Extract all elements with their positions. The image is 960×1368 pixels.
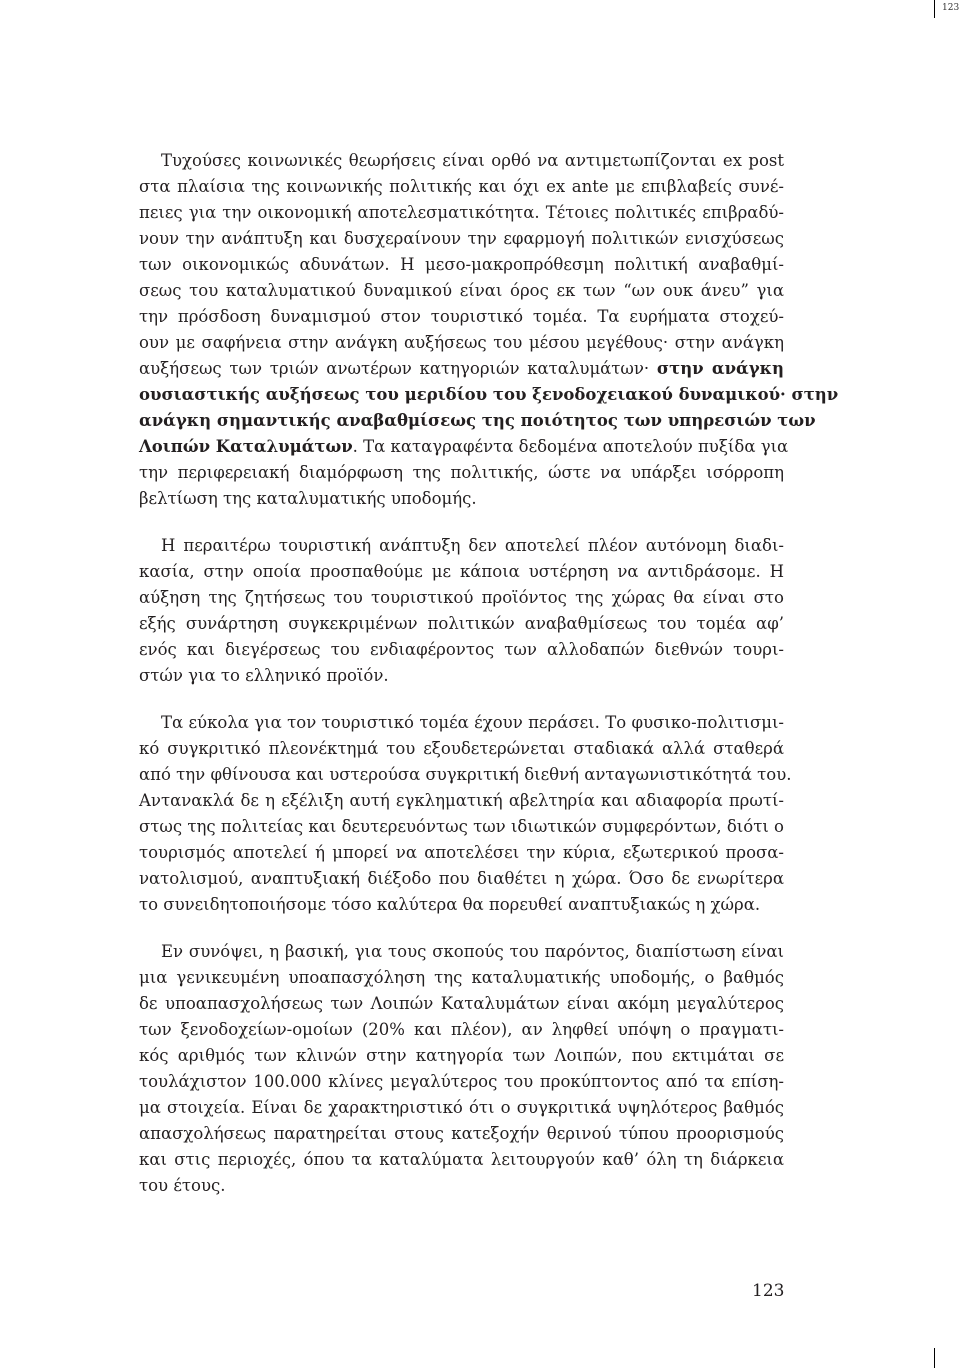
text-line	[139, 1121, 784, 1147]
text-line	[139, 356, 784, 382]
text-line	[139, 814, 784, 840]
paragraph	[139, 148, 839, 512]
text-run: και στις περιοχές, όπου τα καταλύματα λειτουργούν καθ’ όλη τη διάρκεια	[139, 1150, 784, 1169]
text-line	[139, 762, 792, 788]
text-line	[139, 1017, 784, 1043]
text-line	[139, 965, 784, 991]
text-run: βελτίωση της καταλυματικής υποδομής.	[139, 489, 477, 508]
text-run: κός αριθμός των κλινών στην κατηγορία των Λοιπών, που εκτιμάται σε	[139, 1046, 784, 1065]
text-line	[139, 1147, 784, 1173]
text-run: πειες για την οικονομική αποτελεσματικότητα. Τέτοιες πολιτικές επιβραδύ-	[139, 203, 784, 222]
text-line	[139, 1173, 784, 1199]
page-number: 123	[752, 1281, 785, 1301]
text-line	[139, 533, 784, 559]
text-line	[139, 382, 839, 408]
text-line	[139, 559, 784, 585]
text-run: απασχολήσεως παρατηρείται στους κατεξοχήν θερινού τύπου προορισμούς	[139, 1124, 784, 1143]
text-line	[139, 226, 784, 252]
text-run: αύξηση της ζητήσεως του τουριστικού προϊόντος της χώρας θα είναι στο	[139, 588, 784, 607]
text-line	[139, 663, 784, 689]
text-line	[139, 585, 784, 611]
text-run: Η περαιτέρω τουριστική ανάπτυξη δεν αποτελεί πλέον αυτόνομη διαδι-	[161, 536, 784, 555]
text-run: Τα εύκολα για τον τουριστικό τομέα έχουν περάσει. Το φυσικο-πολιτισμι-	[161, 713, 784, 732]
corner-page-number: 123	[942, 3, 960, 13]
text-run: μια γενικευμένη υποαπασχόληση της καταλυματικής υποδομής, ο βαθμός	[139, 968, 784, 987]
text-line	[139, 840, 784, 866]
text-line	[139, 637, 784, 663]
text-run: δε υποαπασχολήσεως των Λοιπών Καταλυμάτων είναι ακόμη μεγαλύτερος	[139, 994, 784, 1013]
text-run: νατολισμού, αναπτυξιακή διέξοδο που διαθέτει η χώρα. Όσο δε ενωρίτερα	[139, 869, 784, 888]
text-line	[139, 200, 784, 226]
paragraph	[139, 710, 792, 918]
paragraph	[139, 939, 784, 1199]
text-line	[139, 304, 784, 330]
text-line	[139, 460, 784, 486]
text-run: από την φθίνουσα και υστερούσα συγκριτική διεθνή ανταγωνιστικότητά του.	[139, 765, 792, 784]
text-run: κασία, στην οποία προσπαθούμε με κάποια υστέρηση να αντιδράσομε. Η	[139, 562, 784, 581]
text-line	[139, 408, 816, 434]
text-line	[139, 174, 784, 200]
text-line	[139, 611, 784, 637]
text-line	[139, 1043, 784, 1069]
text-line	[139, 710, 784, 736]
paragraph	[139, 533, 784, 689]
text-run: το συνειδητοποιήσομε τόσο καλύτερα θα πορευθεί αναπτυξιακώς η χώρα.	[139, 895, 761, 914]
text-run: την πρόσδοση δυναμισμού στον τουριστικό τομέα. Τα ευρήματα στοχεύ-	[139, 307, 784, 326]
text-line	[139, 939, 784, 965]
text-run: κό συγκριτικό πλεονέκτημά του εξουδετερώνεται σταδιακά αλλά σταθερά	[139, 739, 784, 758]
text-line	[139, 736, 784, 762]
text-run: στών για το ελληνικό προϊόν.	[139, 666, 389, 685]
bold-text: στην ανάγκη	[656, 359, 784, 378]
bold-text: ουσιαστικής αυξήσεως του μεριδίου του ξενοδοχειακού δυναμικού· στην	[139, 385, 839, 404]
text-run: ουν με σαφήνεια στην ανάγκη αυξήσεως του μέσου μεγέθους· στην ανάγκη	[139, 333, 784, 352]
body-text	[139, 148, 839, 1220]
text-line	[139, 148, 784, 174]
text-line	[139, 1095, 784, 1121]
text-run: Εν συνόψει, η βασική, για τους σκοπούς του παρόντος, διαπίστωση είναι	[161, 942, 784, 961]
text-run: των οικονομικώς αδυνάτων. Η μεσο-μακροπρόθεσμη πολιτική αναβαθμί-	[139, 255, 784, 274]
text-run: την περιφερειακή διαμόρφωση της πολιτικής, ώστε να υπάρξει ισόρροπη	[139, 463, 784, 482]
bold-text: Λοιπών Καταλυμάτων	[139, 437, 353, 456]
text-run: νουν την ανάπτυξη και δυσχεραίνουν την εφαρμογή πολιτικών ενισχύσεως	[139, 229, 784, 248]
text-line	[139, 991, 784, 1017]
text-run: στα πλαίσια της κοινωνικής πολιτικής και όχι ex ante με επιβλαβείς συνέ-	[139, 177, 784, 196]
crop-mark-bottom-vertical	[934, 1348, 935, 1368]
text-run: τουλάχιστον 100.000 κλίνες μεγαλύτερος του προκύπτοντος από τα επίση-	[139, 1072, 784, 1091]
text-line	[139, 788, 784, 814]
text-line	[139, 330, 784, 356]
text-line	[139, 892, 784, 918]
text-line	[139, 1069, 784, 1095]
text-line	[139, 866, 784, 892]
text-run: αυξήσεως των τριών ανωτέρων κατηγοριών καταλυμάτων·	[139, 359, 657, 378]
bold-text: ανάγκη σημαντικής αναβαθμίσεως της ποιότητος των υπηρεσιών των	[139, 411, 816, 430]
text-line	[139, 486, 784, 512]
text-line	[139, 252, 784, 278]
text-run: . Τα καταγραφέντα δεδομένα αποτελούν πυξίδα για	[352, 437, 789, 456]
text-run: του έτους.	[139, 1176, 226, 1195]
text-run: Αντανακλά δε η εξέλιξη αυτή εγκληματική αβελτηρία και αδιαφορία πρωτί-	[139, 791, 784, 810]
text-run: τουρισμός αποτελεί ή μπορεί να αποτελέσει την κύρια, εξωτερικού προσα-	[139, 843, 784, 862]
text-run: ενός και διεγέρσεως του ενδιαφέροντος των αλλοδαπών διεθνών τουρι-	[139, 640, 784, 659]
text-run: σεως του καταλυματικού δυναμικού είναι όρος εκ των “ων ουκ άνευ” για	[139, 281, 784, 300]
text-line	[139, 434, 789, 460]
text-run: των ξενοδοχείων-ομοίων (20% και πλέον), αν ληφθεί υπόψη ο πραγματι-	[139, 1020, 784, 1039]
text-run: εξής συνάρτηση συγκεκριμένων πολιτικών αναβαθμίσεως του τομέα αφ’	[139, 614, 784, 633]
text-run: στως της πολιτείας και δευτερευόντως των ιδιωτικών συμφερόντων, διότι ο	[139, 817, 784, 836]
text-run: Τυχούσες κοινωνικές θεωρήσεις είναι ορθό να αντιμετωπίζονται ex post	[161, 151, 784, 170]
text-run: μα στοιχεία. Είναι δε χαρακτηριστικό ότι ο συγκριτικά υψηλότερος βαθμός	[139, 1098, 784, 1117]
crop-mark-top-vertical	[934, 0, 935, 18]
text-line	[139, 278, 784, 304]
